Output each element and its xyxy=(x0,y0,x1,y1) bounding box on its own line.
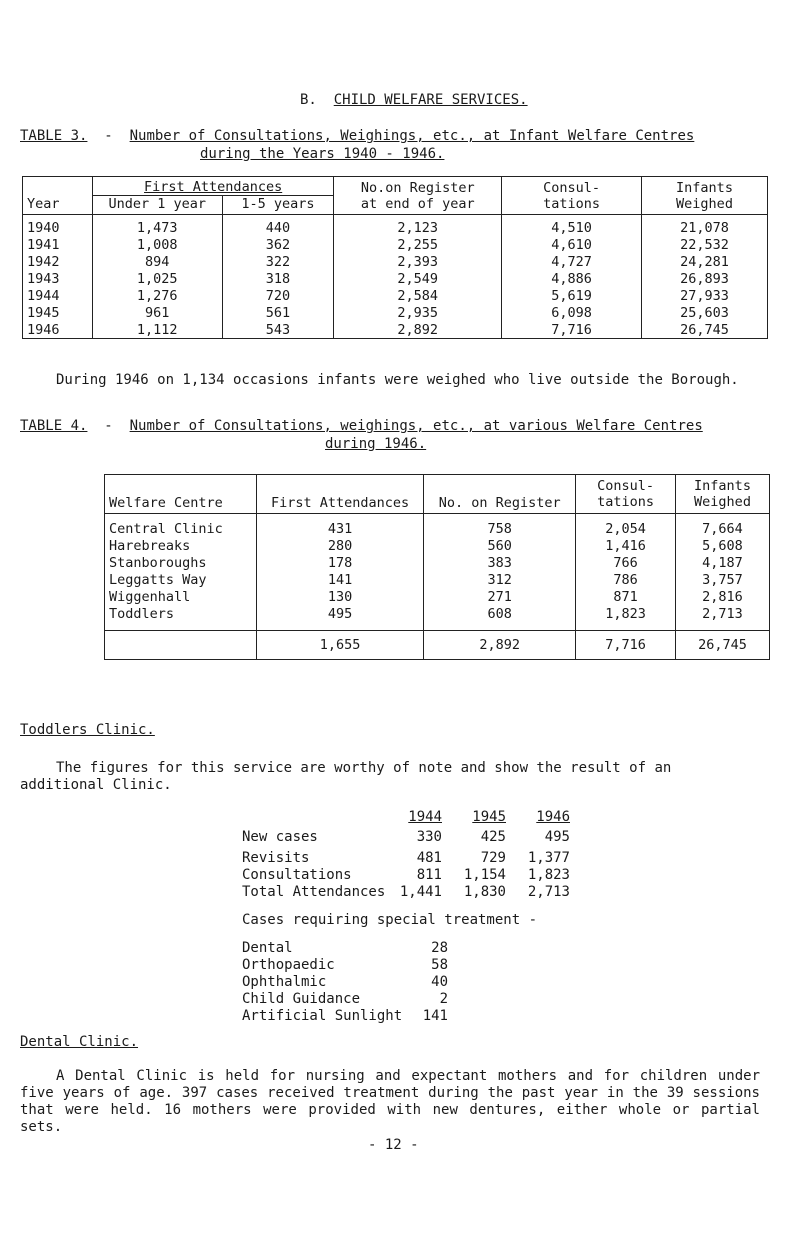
table4-caption-line2: during 1946. xyxy=(325,436,427,452)
cell-centre: Leggatts Way xyxy=(105,571,257,588)
cell-one_to_5: 543 xyxy=(222,321,334,339)
table4-row xyxy=(105,537,770,554)
cell-year: 1944 xyxy=(23,287,93,304)
table4-caption: TABLE 4. - Number of Consultations, weighings, etc., at various Welfare Centres xyxy=(20,418,703,434)
toddlers-row xyxy=(242,866,570,883)
cell-centre: Stanboroughs xyxy=(105,554,257,571)
col-under-1: Under 1 year xyxy=(92,196,222,215)
toddlers-row xyxy=(242,883,570,900)
cell-first: 280 xyxy=(256,537,424,554)
toddlers-heading: Toddlers Clinic. xyxy=(20,722,155,738)
cell-register: 2,123 xyxy=(334,215,502,237)
cell-year: 1945 xyxy=(23,304,93,321)
cell-register: 271 xyxy=(424,588,576,605)
cell-first: 495 xyxy=(256,605,424,631)
cell-weighed: 2,713 xyxy=(676,605,770,631)
cell-weighed: 21,078 xyxy=(642,215,768,237)
special-item xyxy=(242,940,448,957)
cell-weighed: 26,745 xyxy=(642,321,768,339)
table4-row xyxy=(105,588,770,605)
cell-centre: Wiggenhall xyxy=(105,588,257,605)
cell-one_to_5: 322 xyxy=(222,253,334,270)
toddlers-row xyxy=(242,849,570,866)
col-1-5: 1-5 years xyxy=(222,196,334,215)
table4-row xyxy=(105,605,770,631)
cell-centre: Toddlers xyxy=(105,605,257,631)
table3-row xyxy=(23,236,768,253)
table4-row xyxy=(105,571,770,588)
cell-register: 312 xyxy=(424,571,576,588)
toddlers-value: 811 xyxy=(416,866,442,883)
table3 xyxy=(22,176,768,339)
cell-consultations: 786 xyxy=(576,571,676,588)
cell-consultations: 6,098 xyxy=(502,304,642,321)
cell-weighed: 25,603 xyxy=(642,304,768,321)
cell-one_to_5: 440 xyxy=(222,215,334,237)
special-label: Artificial Sunlight xyxy=(242,1008,403,1024)
cell-register: 2,255 xyxy=(334,236,502,253)
cell-year: 1943 xyxy=(23,270,93,287)
col-first: First Attendances xyxy=(256,475,424,514)
table3-row xyxy=(23,270,768,287)
cell-first: 130 xyxy=(256,588,424,605)
cell-one_to_5: 720 xyxy=(222,287,334,304)
cell-under_1: 1,008 xyxy=(92,236,222,253)
cell-register: 2,393 xyxy=(334,253,502,270)
total-consultations: 7,716 xyxy=(576,631,676,660)
cell-weighed: 22,532 xyxy=(642,236,768,253)
cell-register: 2,549 xyxy=(334,270,502,287)
cell-consultations: 7,716 xyxy=(502,321,642,339)
toddlers-row-label: Revisits xyxy=(242,849,310,866)
cell-year: 1941 xyxy=(23,236,93,253)
table4 xyxy=(104,474,770,660)
cell-one_to_5: 561 xyxy=(222,304,334,321)
col-first-attendances: First Attendances xyxy=(92,177,333,196)
cell-under_1: 894 xyxy=(92,253,222,270)
total-weighed: 26,745 xyxy=(676,631,770,660)
cell-consultations: 1,416 xyxy=(576,537,676,554)
year-1945: 1945 xyxy=(472,808,506,825)
special-label: Orthopaedic xyxy=(242,957,335,973)
year-1944: 1944 xyxy=(408,808,442,825)
cell-centre: Harebreaks xyxy=(105,537,257,554)
toddlers-value: 729 xyxy=(480,849,506,866)
cell-weighed: 27,933 xyxy=(642,287,768,304)
cell-consultations: 4,886 xyxy=(502,270,642,287)
cell-consultations: 766 xyxy=(576,554,676,571)
dental-text: A Dental Clinic is held for nursing and expectant mothers and for children under five years of age. 397 cases received treatment during the past year in the 39 sessions that were held. 16 mothers were provided with new dentures, either whole or partial sets. xyxy=(20,1068,760,1135)
toddlers-value: 330 xyxy=(416,829,442,845)
toddlers-value: 1,377 xyxy=(527,849,570,866)
cell-one_to_5: 318 xyxy=(222,270,334,287)
cell-under_1: 1,025 xyxy=(92,270,222,287)
cell-weighed: 24,281 xyxy=(642,253,768,270)
cell-register: 383 xyxy=(424,554,576,571)
cell-first: 431 xyxy=(256,514,424,538)
cell-under_1: 1,276 xyxy=(92,287,222,304)
special-label: Ophthalmic xyxy=(242,974,327,990)
col-weighed4: Infants Weighed xyxy=(676,475,770,514)
cell-register: 2,892 xyxy=(334,321,502,339)
cell-consultations: 871 xyxy=(576,588,676,605)
total-register: 2,892 xyxy=(424,631,576,660)
cell-weighed: 5,608 xyxy=(676,537,770,554)
dental-heading: Dental Clinic. xyxy=(20,1034,139,1050)
table3-row xyxy=(23,287,768,304)
toddlers-value: 495 xyxy=(544,829,570,845)
table3-row xyxy=(23,304,768,321)
cell-first: 178 xyxy=(256,554,424,571)
table3-caption-line2: during the Years 1940 - 1946. xyxy=(200,146,445,162)
special-list xyxy=(242,940,448,1025)
special-value: 58 xyxy=(431,957,448,973)
table3-row xyxy=(23,321,768,339)
special-value: 141 xyxy=(422,1008,448,1024)
col-year: Year xyxy=(23,177,93,215)
toddlers-intro: The figures for this service are worthy of note and show the result of an additional Clinic. xyxy=(20,760,672,793)
section-heading: B. CHILD WELFARE SERVICES. xyxy=(300,92,528,108)
table3-row xyxy=(23,253,768,270)
cell-consultations: 5,619 xyxy=(502,287,642,304)
cell-consultations: 4,610 xyxy=(502,236,642,253)
page-number: - 12 - xyxy=(368,1137,419,1153)
special-value: 2 xyxy=(439,991,448,1007)
special-item xyxy=(242,991,448,1008)
toddlers-row-label: New cases xyxy=(242,829,318,845)
cell-register: 2,584 xyxy=(334,287,502,304)
cell-under_1: 1,112 xyxy=(92,321,222,339)
cell-under_1: 1,473 xyxy=(92,215,222,237)
toddlers-value: 425 xyxy=(480,829,506,845)
cell-weighed: 3,757 xyxy=(676,571,770,588)
cell-consultations: 4,727 xyxy=(502,253,642,270)
cell-weighed: 4,187 xyxy=(676,554,770,571)
cell-consultations: 1,823 xyxy=(576,605,676,631)
total-first: 1,655 xyxy=(256,631,424,660)
table3-caption: TABLE 3. - Number of Consultations, Weighings, etc., at Infant Welfare Centres xyxy=(20,128,695,144)
col-register: No.on Register at end of year xyxy=(334,177,502,215)
cell-weighed: 7,664 xyxy=(676,514,770,538)
cell-weighed: 26,893 xyxy=(642,270,768,287)
cell-centre: Central Clinic xyxy=(105,514,257,538)
col-weighed: Infants Weighed xyxy=(642,177,768,215)
toddlers-table xyxy=(242,808,570,900)
cell-under_1: 961 xyxy=(92,304,222,321)
cell-one_to_5: 362 xyxy=(222,236,334,253)
cell-year: 1946 xyxy=(23,321,93,339)
col-centre: Welfare Centre xyxy=(105,475,257,514)
table4-row xyxy=(105,554,770,571)
special-heading: Cases requiring special treatment - xyxy=(242,912,538,928)
col-consultations: Consul- tations xyxy=(502,177,642,215)
cell-weighed: 2,816 xyxy=(676,588,770,605)
cell-register: 560 xyxy=(424,537,576,554)
table4-row xyxy=(105,514,770,538)
col-register4: No. on Register xyxy=(424,475,576,514)
toddlers-row-label: Total Attendances xyxy=(242,883,386,900)
toddlers-value: 481 xyxy=(416,849,442,866)
toddlers-row-label: Consultations xyxy=(242,866,352,883)
cell-consultations: 2,054 xyxy=(576,514,676,538)
cell-first: 141 xyxy=(256,571,424,588)
toddlers-value: 1,823 xyxy=(527,866,570,883)
special-item xyxy=(242,957,448,974)
special-label: Child Guidance xyxy=(242,991,361,1007)
toddlers-row xyxy=(242,825,570,849)
cell-year: 1940 xyxy=(23,215,93,237)
year-1946: 1946 xyxy=(536,808,570,825)
cell-year: 1942 xyxy=(23,253,93,270)
special-value: 28 xyxy=(431,940,448,956)
toddlers-value: 1,154 xyxy=(463,866,506,883)
special-item xyxy=(242,974,448,991)
note-1946: During 1946 on 1,134 occasions infants were weighed who live outside the Borough. xyxy=(56,372,739,388)
col-consultations4: Consul- tations xyxy=(576,475,676,514)
cell-consultations: 4,510 xyxy=(502,215,642,237)
special-item xyxy=(242,1008,448,1025)
cell-register: 758 xyxy=(424,514,576,538)
toddlers-value: 1,441 xyxy=(399,883,442,900)
special-label: Dental xyxy=(242,940,293,956)
cell-register: 608 xyxy=(424,605,576,631)
toddlers-value: 2,713 xyxy=(527,883,570,900)
special-value: 40 xyxy=(431,974,448,990)
cell-register: 2,935 xyxy=(334,304,502,321)
toddlers-value: 1,830 xyxy=(463,883,506,900)
table3-row xyxy=(23,215,768,237)
